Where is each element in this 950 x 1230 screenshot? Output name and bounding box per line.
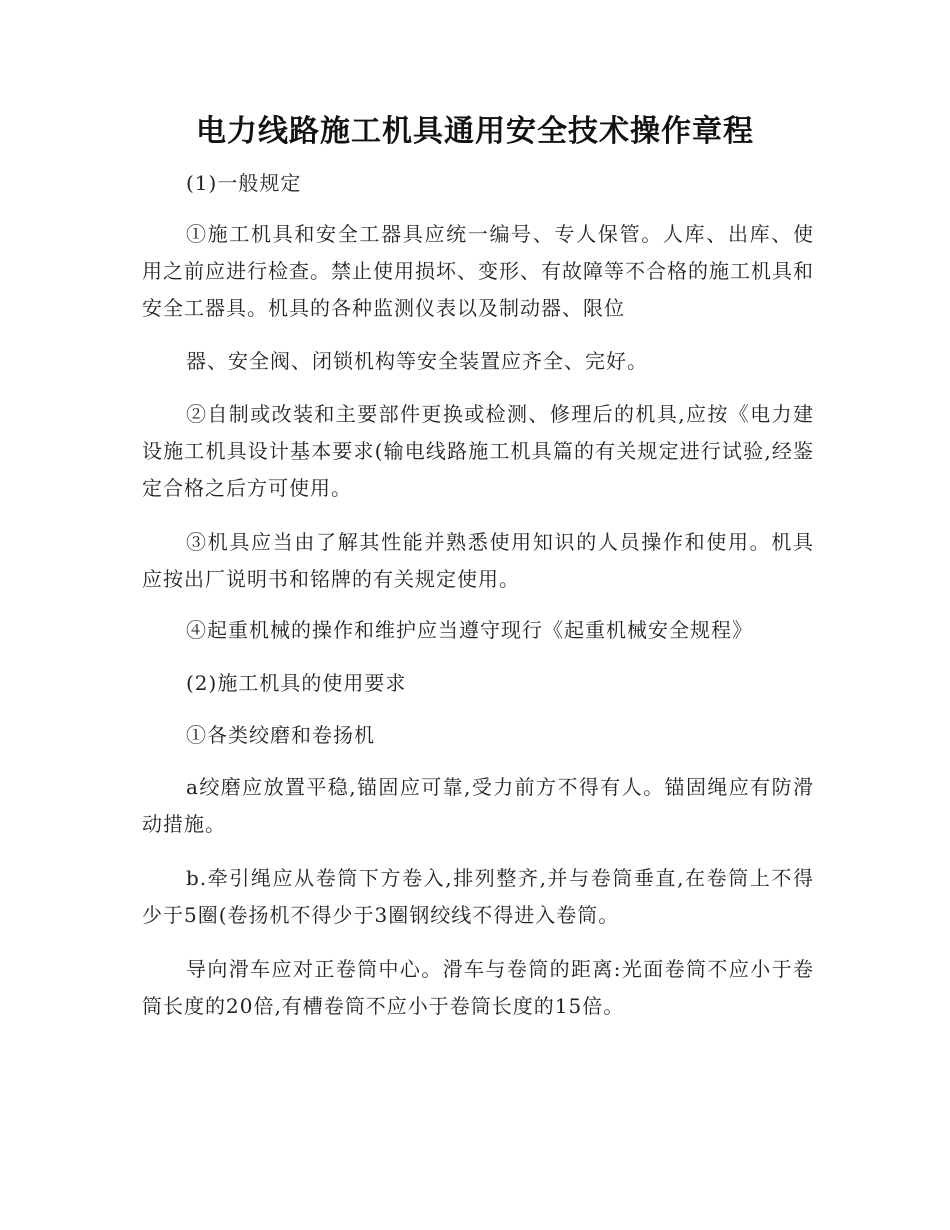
- paragraph: ③机具应当由了解其性能并熟悉使用知识的人员操作和使用。机具应按出厂说明书和铭牌的有关规定使用。: [142, 530, 814, 591]
- paragraph: ①施工机具和安全工器具应统一编号、专人保管。人库、出库、使用之前应进行检查。禁止使用损坏、变形、有故障等不合格的施工机具和安全工器具。机具的各种监测仪表以及制动器、限位: [142, 222, 814, 320]
- document-title: 电力线路施工机具通用安全技术操作章程: [196, 114, 754, 149]
- paragraph: b.牵引绳应从卷筒下方卷入,排列整齐,并与卷筒垂直,在卷筒上不得少于5圈(卷扬机不得少于3圈钢绞线不得进入卷筒。: [142, 866, 814, 927]
- paragraph: (2)施工机具的使用要求: [186, 671, 407, 695]
- paragraph: (1)一般规定: [186, 171, 302, 195]
- paragraph: ②自制或改装和主要部件更换或检测、修理后的机具,应按《电力建设施工机具设计基本要求(输电线路施工机具篇的有关规定进行试验,经鉴定合格之后方可使用。: [142, 402, 814, 500]
- paragraph: a绞磨应放置平稳,锚固应可靠,受力前方不得有人。锚固绳应有防滑动措施。: [142, 775, 814, 836]
- paragraph: ①各类绞磨和卷扬机: [186, 723, 375, 747]
- paragraph: 器、安全阀、闭锁机构等安全装置应齐全、完好。: [186, 349, 648, 373]
- paragraph: ④起重机械的操作和维护应当遵守现行《起重机械安全规程》: [186, 618, 753, 642]
- paragraph: 导向滑车应对正卷筒中心。滑车与卷筒的距离:光面卷筒不应小于卷筒长度的20倍,有槽卷筒不应小于卷筒长度的15倍。: [142, 957, 814, 1018]
